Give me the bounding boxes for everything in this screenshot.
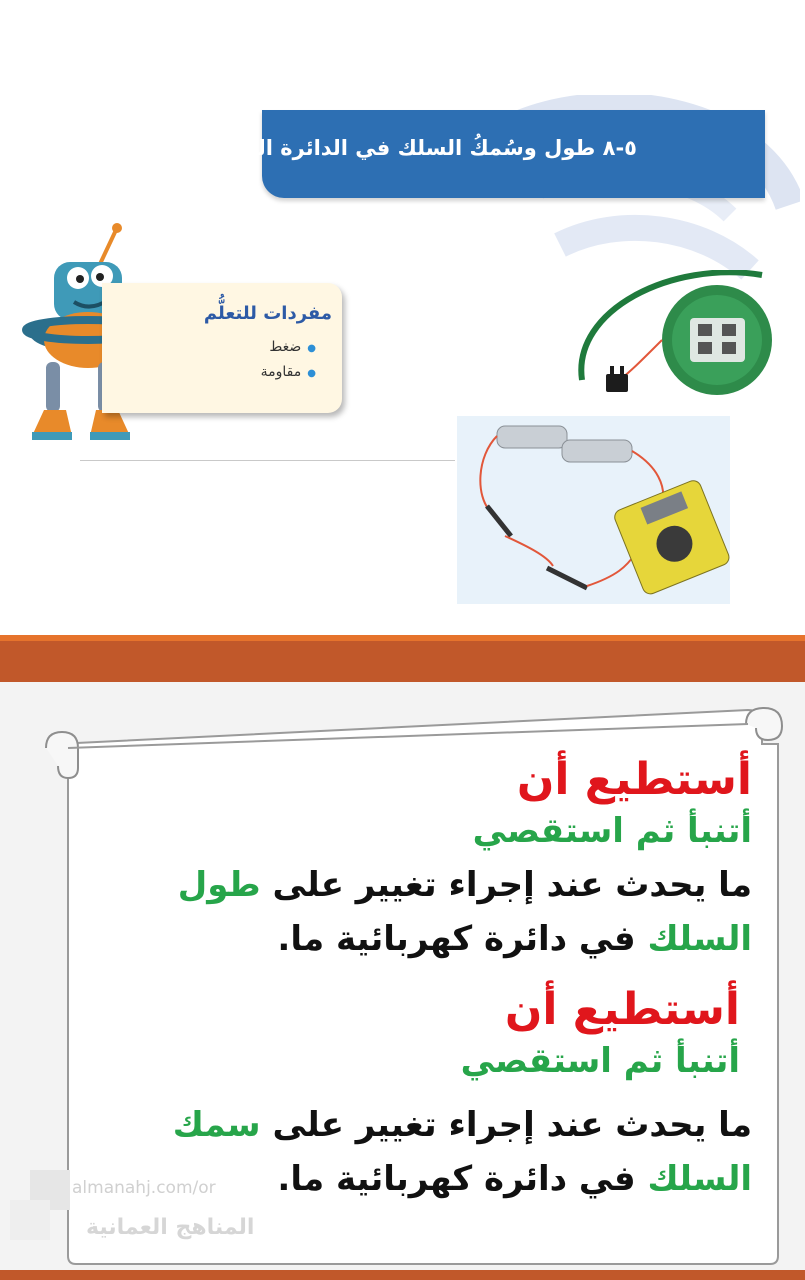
textbook-page-image <box>0 0 805 635</box>
divider-line <box>80 460 455 461</box>
vocabulary-item: ● مقاومة <box>261 364 316 380</box>
objective-heading-can: أستطيع أن <box>504 984 740 1035</box>
objective-heading-verbs: أتنبأ ثم استقصي <box>460 1041 740 1081</box>
objective-text: في دائرة كهربائية ما. <box>277 919 636 959</box>
objective-heading-can: أستطيع أن <box>516 754 752 805</box>
vocabulary-list <box>261 339 316 389</box>
objective-keyword: سمك <box>172 1105 261 1145</box>
learning-objective-2 <box>64 982 752 1206</box>
orange-band-bottom <box>0 1270 805 1280</box>
watermark-name: المناهج العمانية <box>86 1215 255 1240</box>
learning-objective-1 <box>64 752 752 966</box>
vocabulary-card <box>102 283 342 413</box>
objective-text: في دائرة كهربائية ما. <box>277 1159 636 1199</box>
watermark-logo <box>10 1170 70 1250</box>
orange-band <box>0 641 805 682</box>
cable-reel-image <box>572 270 772 415</box>
lesson-title-bar <box>173 110 765 198</box>
lesson-title: ٥-٨ طول وسُمكُ السلك في الدائرة الكهربائية <box>173 136 637 160</box>
circuit-battery-multimeter-image <box>457 416 730 604</box>
objective-text: ما يحدث عند إجراء تغيير على <box>272 1105 752 1145</box>
objective-text: ما يحدث عند إجراء تغيير على <box>272 865 752 905</box>
objective-heading-verbs: أتنبأ ثم استقصي <box>472 811 752 851</box>
objective-keyword: السلك <box>647 919 752 959</box>
objective-keyword: السلك <box>647 1159 752 1199</box>
vocabulary-title: مفردات للتعلُّم <box>203 303 332 324</box>
watermark-url: almanahj.com/or <box>72 1178 216 1198</box>
vocabulary-item: ● ضغط <box>261 339 316 355</box>
objective-keyword: طول <box>177 865 261 905</box>
